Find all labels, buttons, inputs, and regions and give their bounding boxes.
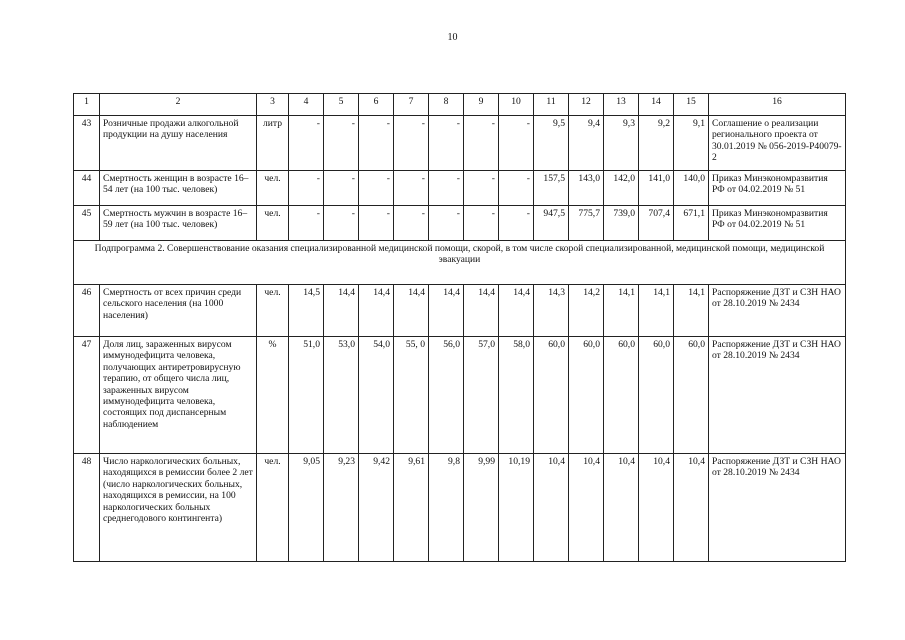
unit: чел.	[257, 285, 289, 337]
section-title: Подпрограмма 2. Совершенствование оказания специализированной медицинской помощи, скорой, в том числе скорой специализированной, медицинской помощи, медицинской эвакуации	[74, 241, 846, 285]
value-cell: -	[324, 206, 359, 241]
value-cell: -	[429, 206, 464, 241]
row-number: 44	[74, 171, 100, 206]
column-header: 12	[569, 94, 604, 116]
value-cell: 9,4	[569, 116, 604, 171]
value-cell: 10,4	[604, 454, 639, 562]
indicator-row	[74, 171, 846, 206]
value-cell: 60,0	[639, 337, 674, 454]
header-row	[74, 94, 846, 116]
value-cell: 10,4	[569, 454, 604, 562]
column-header: 9	[464, 94, 499, 116]
value-cell: -	[359, 116, 394, 171]
value-cell: 60,0	[534, 337, 569, 454]
column-header: 7	[394, 94, 429, 116]
value-cell: -	[429, 171, 464, 206]
unit: литр	[257, 116, 289, 171]
row-number: 45	[74, 206, 100, 241]
value-cell: 60,0	[604, 337, 639, 454]
column-header: 14	[639, 94, 674, 116]
indicator-name: Смертность мужчин в возрасте 16–59 лет (на 100 тыс. человек)	[100, 206, 257, 241]
row-number: 47	[74, 337, 100, 454]
value-cell: 14,1	[604, 285, 639, 337]
column-header: 15	[674, 94, 709, 116]
column-header: 3	[257, 94, 289, 116]
value-cell: 739,0	[604, 206, 639, 241]
column-header: 13	[604, 94, 639, 116]
value-cell: 9,1	[674, 116, 709, 171]
value-cell: 157,5	[534, 171, 569, 206]
row-number: 43	[74, 116, 100, 171]
value-cell: 14,1	[674, 285, 709, 337]
value-cell: -	[499, 116, 534, 171]
value-cell: 9,05	[289, 454, 324, 562]
indicator-name: Розничные продажи алкогольной продукции на душу населения	[100, 116, 257, 171]
value-cell: 14,4	[324, 285, 359, 337]
value-cell: 14,1	[639, 285, 674, 337]
value-cell: 51,0	[289, 337, 324, 454]
page-number: 10	[447, 32, 458, 43]
value-cell: 57,0	[464, 337, 499, 454]
indicator-name: Смертность от всех причин среди сельского населения (на 1000 населения)	[100, 285, 257, 337]
column-header: 2	[100, 94, 257, 116]
indicator-name: Число наркологических больных, находящихся в ремиссии более 2 лет (число наркологических больных, находящихся в ремиссии, на 100 наркологических больных среднегодового контингента)	[100, 454, 257, 562]
column-header: 10	[499, 94, 534, 116]
value-cell: 10,4	[674, 454, 709, 562]
value-cell: 14,5	[289, 285, 324, 337]
value-cell: -	[359, 206, 394, 241]
value-cell: 9,99	[464, 454, 499, 562]
value-cell: 10,4	[639, 454, 674, 562]
value-cell: 142,0	[604, 171, 639, 206]
source-document: Приказ Минэкономразвития РФ от 04.02.2019 № 51	[709, 206, 846, 241]
value-cell: -	[394, 116, 429, 171]
indicator-row	[74, 454, 846, 562]
value-cell: 56,0	[429, 337, 464, 454]
column-header: 4	[289, 94, 324, 116]
source-document: Распоряжение ДЗТ и СЗН НАО от 28.10.2019 № 2434	[709, 285, 846, 337]
column-header: 6	[359, 94, 394, 116]
source-document: Распоряжение ДЗТ и СЗН НАО от 28.10.2019 № 2434	[709, 454, 846, 562]
value-cell: -	[464, 206, 499, 241]
value-cell: 9,3	[604, 116, 639, 171]
value-cell: 14,4	[499, 285, 534, 337]
value-cell: 53,0	[324, 337, 359, 454]
value-cell: -	[324, 116, 359, 171]
value-cell: -	[324, 171, 359, 206]
value-cell: 60,0	[674, 337, 709, 454]
value-cell: 9,8	[429, 454, 464, 562]
value-cell: 143,0	[569, 171, 604, 206]
value-cell: 55, 0	[394, 337, 429, 454]
value-cell: 140,0	[674, 171, 709, 206]
value-cell: 9,61	[394, 454, 429, 562]
column-header: 16	[709, 94, 846, 116]
value-cell: -	[289, 171, 324, 206]
unit: чел.	[257, 171, 289, 206]
column-header: 1	[74, 94, 100, 116]
indicator-row	[74, 337, 846, 454]
column-header: 5	[324, 94, 359, 116]
value-cell: 58,0	[499, 337, 534, 454]
section-row	[74, 241, 846, 285]
indicator-name: Доля лиц, зараженных вирусом иммунодефицита человека, получающих антиретровирусную терапию, от общего числа лиц, зараженных вирусом иммунодефицита человека, состоящих под диспансерным наблюдением	[100, 337, 257, 454]
value-cell: 9,2	[639, 116, 674, 171]
value-cell: 60,0	[569, 337, 604, 454]
unit: чел.	[257, 454, 289, 562]
value-cell: 14,4	[464, 285, 499, 337]
value-cell: 14,2	[569, 285, 604, 337]
value-cell: -	[394, 171, 429, 206]
unit: %	[257, 337, 289, 454]
value-cell: 671,1	[674, 206, 709, 241]
value-cell: 14,3	[534, 285, 569, 337]
row-number: 46	[74, 285, 100, 337]
value-cell: 707,4	[639, 206, 674, 241]
value-cell: -	[289, 116, 324, 171]
value-cell: -	[394, 206, 429, 241]
indicator-row	[74, 285, 846, 337]
value-cell: 9,42	[359, 454, 394, 562]
row-number: 48	[74, 454, 100, 562]
value-cell: 141,0	[639, 171, 674, 206]
source-document: Соглашение о реализации регионального проекта от 30.01.2019 № 056-2019-Р40079-2	[709, 116, 846, 171]
column-header: 11	[534, 94, 569, 116]
value-cell: 10,4	[534, 454, 569, 562]
indicator-row	[74, 206, 846, 241]
value-cell: -	[499, 171, 534, 206]
value-cell: 54,0	[359, 337, 394, 454]
value-cell: 10,19	[499, 454, 534, 562]
value-cell: -	[499, 206, 534, 241]
unit: чел.	[257, 206, 289, 241]
indicator-row	[74, 116, 846, 171]
indicator-name: Смертность женщин в возрасте 16–54 лет (на 100 тыс. человек)	[100, 171, 257, 206]
source-document: Распоряжение ДЗТ и СЗН НАО от 28.10.2019 № 2434	[709, 337, 846, 454]
value-cell: 14,4	[359, 285, 394, 337]
value-cell: -	[429, 116, 464, 171]
value-cell: 9,5	[534, 116, 569, 171]
source-document: Приказ Минэкономразвития РФ от 04.02.2019 № 51	[709, 171, 846, 206]
value-cell: -	[359, 171, 394, 206]
value-cell: -	[464, 116, 499, 171]
indicators-table	[73, 93, 846, 562]
value-cell: 775,7	[569, 206, 604, 241]
value-cell: 9,23	[324, 454, 359, 562]
value-cell: -	[464, 171, 499, 206]
value-cell: 14,4	[394, 285, 429, 337]
value-cell: 14,4	[429, 285, 464, 337]
value-cell: -	[289, 206, 324, 241]
column-header: 8	[429, 94, 464, 116]
value-cell: 947,5	[534, 206, 569, 241]
